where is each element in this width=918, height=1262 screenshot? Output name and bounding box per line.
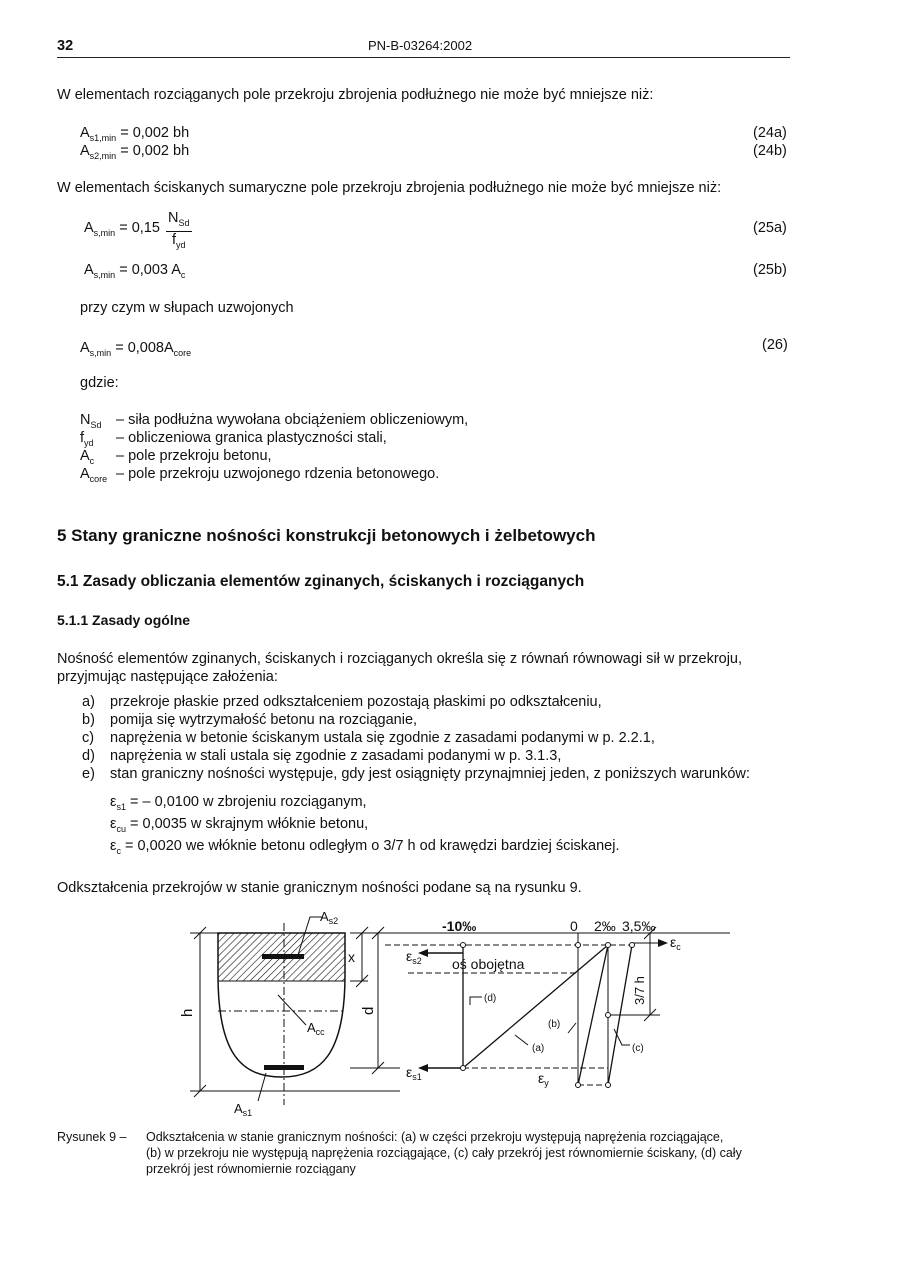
label-2pm: 2‰: [594, 918, 616, 934]
list-item: c) naprężenia w betonie ściskanym ustala się zgodnie z zasadami podanymi w p. 2.2.1,: [82, 730, 655, 746]
label-case-c: (c): [632, 1043, 644, 1054]
eq25a-fraction: $N_{Sd}$ $f_{yd}$: [168, 210, 190, 250]
label-es1: $\varepsilon_{s1}$: [406, 1064, 422, 1082]
figure-9-diagram: [170, 905, 730, 1120]
eq24b: $A_{s2,min} = 0,002$ bh: [80, 143, 190, 161]
label-ey: $\varepsilon_y$: [538, 1070, 549, 1088]
label-zero: 0: [570, 918, 578, 934]
as1-leader: [258, 1073, 266, 1101]
label-case-d: (d): [484, 993, 497, 1004]
definition-row: $A_{core}$ – pole przekroju uzwojonego rdzenia betonowego.: [80, 466, 440, 484]
bottom-reinforcement-bar: [264, 1065, 304, 1070]
eq25b: $A_{s,min} = 0,003$ $A_c$: [84, 262, 186, 280]
label-minus10: -10‰: [442, 918, 477, 934]
compression-intro: W elementach ściskanych sumaryczne pole przekroju zbrojenia podłużnego nie może być mniejsze niż:: [57, 180, 722, 196]
figure-caption-line: Odkształcenia w stanie granicznym nośności: (a) w części przekroju występują naprężenia rozciągające,: [146, 1130, 724, 1144]
section-5-1-1-heading: 5.1.1 Zasady ogólne: [57, 612, 191, 628]
header-rule: [57, 57, 790, 58]
list-item: a) przekroje płaskie przed odkształceniem pozostają płaskimi po odkształceniu,: [82, 694, 602, 710]
acc-leader: [278, 995, 306, 1025]
label-es2: $\varepsilon_{s2}$: [406, 948, 422, 966]
page-number: 32: [57, 38, 74, 54]
label-as1: $A_{s1}$: [234, 1101, 253, 1118]
figure-caption-label: Rysunek 9 –: [57, 1130, 127, 1144]
label-x: x: [348, 949, 355, 965]
tension-intro: W elementach rozciąganych pole przekroju zbrojenia podłużnego nie może być mniejsze niż:: [57, 87, 654, 103]
eq25b-number: (25b): [753, 262, 787, 278]
condition-row: $\varepsilon_{cu} = 0,0035$ w skrajnym włóknie betonu,: [110, 816, 369, 834]
label-3-5pm: 3,5‰: [622, 918, 656, 934]
label-h: h: [179, 1008, 196, 1017]
section-5-1-heading: 5.1 Zasady obliczania elementów zginanych, ściskanych i rozciąganych: [57, 573, 585, 590]
section-5-heading: 5 Stany graniczne nośności konstrukcji betonowych i żelbetowych: [57, 526, 596, 545]
definition-row: $N_{Sd}$ – siła podłużna wywołana obciążeniem obliczeniowym,: [80, 412, 469, 430]
eq26: $A_{s,min} = 0,008A_{core}$: [80, 340, 192, 358]
where-label: gdzie:: [80, 375, 119, 391]
figure-caption-line: przekrój jest równomiernie rozciągany: [146, 1162, 356, 1176]
label-acc: $A_{cc}$: [307, 1020, 325, 1037]
label-d: d: [360, 1006, 377, 1015]
body-paragraph-line1: Nośność elementów zginanych, ściskanych i rozciąganych określa się z równań równowagi sił w przekroju,: [57, 651, 743, 667]
label-ec: $\varepsilon_c$: [670, 934, 681, 952]
label-case-b: (b): [548, 1019, 561, 1030]
definition-row: $A_c$ – pole przekroju betonu,: [80, 448, 272, 466]
eq25a: $A_{s,min} = 0,15$: [84, 220, 160, 238]
eq26-number: (26): [762, 337, 788, 353]
eq24b-number: (24b): [753, 143, 787, 159]
list-item: e) stan graniczny nośności występuje, gdy jest osiągnięty przynajmniej jeden, z poniższych warunków:: [82, 766, 750, 782]
label-3-7h: 3/7 h: [632, 976, 647, 1005]
definition-row: $f_{yd}$ – obliczeniowa granica plastyczności stali,: [80, 430, 387, 448]
label-case-a: (a): [532, 1043, 545, 1054]
standard-designation: PN-B-03264:2002: [368, 38, 473, 53]
condition-row: $\varepsilon_{s1}$ = – 0,0100 w zbrojeniu rozciąganym,: [110, 794, 367, 812]
condition-row: $\varepsilon_c = 0,0020$ we włóknie betonu odległym o 3/7 h od krawędzi bardziej ściskanej.: [110, 838, 620, 856]
figure-caption-line: (b) w przekroju nie występują naprężenia rozciągające, (c) cały przekrój jest równomiernie ściskany, (d) cały: [146, 1146, 742, 1160]
figure-intro: Odkształcenia przekrojów w stanie granicznym nośności podane są na rysunku 9.: [57, 880, 582, 896]
strain-diagram: [385, 927, 668, 1088]
cross-section: [218, 917, 345, 1105]
eq24a: $A_{s1,min} = 0,002$ bh: [80, 125, 190, 143]
label-neutral-axis: oś obojętna: [452, 956, 525, 972]
body-paragraph-line2: przyjmując następujące założenia:: [57, 669, 278, 685]
list-item: d) naprężenia w stali ustala się zgodnie z zasadami podanymi w p. 3.1.3,: [82, 748, 562, 764]
list-item: b) pomija się wytrzymałość betonu na rozciąganie,: [82, 712, 418, 728]
eq25a-number: (25a): [753, 220, 787, 236]
spiral-intro: przy czym w słupach uzwojonych: [80, 300, 294, 316]
eq24a-number: (24a): [753, 125, 787, 141]
label-as2: $A_{s2}$: [320, 909, 339, 926]
